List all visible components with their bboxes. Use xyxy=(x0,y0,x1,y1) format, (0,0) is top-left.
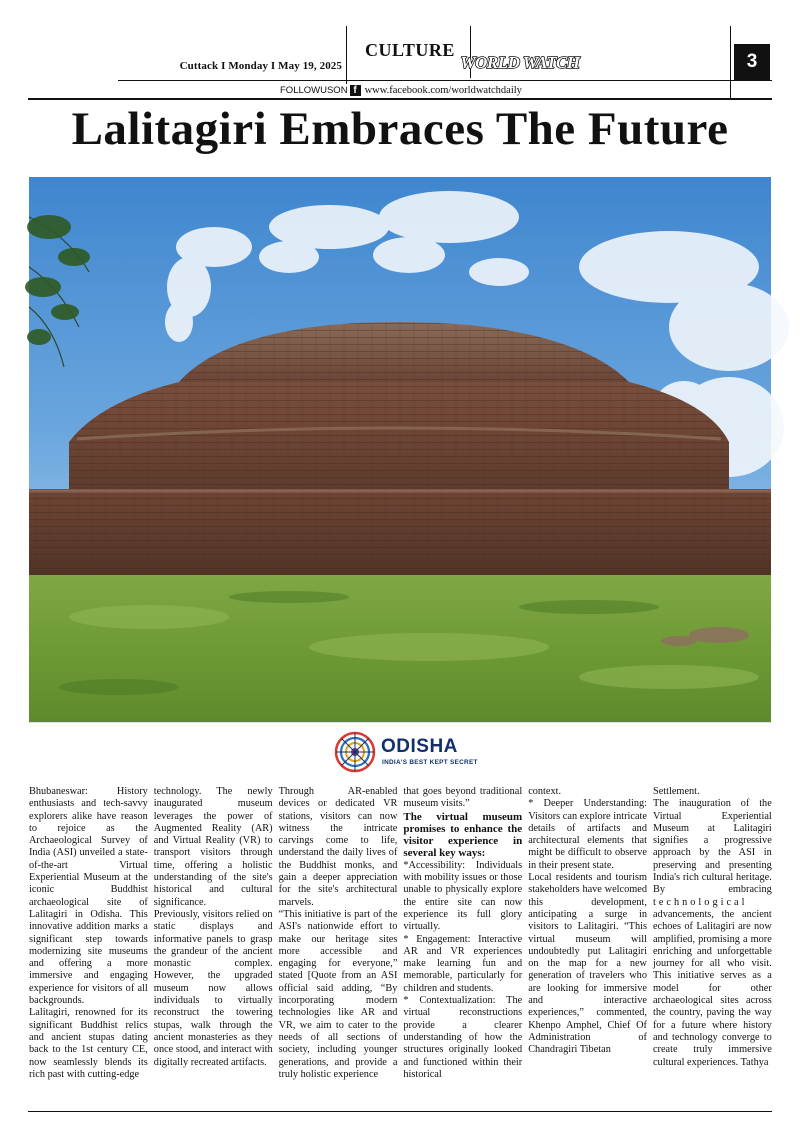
column-3 xyxy=(279,786,398,1108)
paragraph: Lalitagiri, renowned for its significant Buddhist relics and ancient stupas dating back to the 1st century CE, now seamlessly blends its rich past with cutting-edge xyxy=(29,1007,148,1080)
headline: Lalitagiri Embraces The Future xyxy=(71,103,729,155)
column-2 xyxy=(154,786,273,1108)
column-1 xyxy=(29,786,148,1108)
dateline-day: Monday xyxy=(228,60,269,72)
paragraph-text: advancements, the ancient echoes of Lalitagiri are now amplified, promising a more enriching and unforgettable journey for all who visit. This initiative serves as a model for other archaeological sites across the country, paving the way for a future where history and technology converge to create truly immersive cultural experiences. Tathya xyxy=(652,908,772,1068)
odisha-tagline: INDIA'S BEST KEPT SECRET xyxy=(382,759,478,766)
facebook-icon: f xyxy=(350,85,361,96)
stupa-photo xyxy=(29,177,771,722)
column-4 xyxy=(403,786,522,1108)
list-item: * Deeper Understanding: Visitors can explore intricate details of artifacts and architectural elements that might be difficult to observe in their present state. xyxy=(528,798,647,871)
paragraph: Local residents and tourism stakeholders have welcomed this development, anticipating a surge in visitors to Lalitagiri. “This virtual museum will undoubtedly put Lalitagiri on the map for a new generation of travelers who are looking for immersive and interactive experiences,” commented, Khenpo Amphel, Chief Of Administration of Chandragiri Tibetan xyxy=(528,872,647,1056)
dateline-date: May 19, 2025 xyxy=(278,60,342,72)
paragraph: Settlement. xyxy=(652,786,700,797)
odisha-tourism-logo xyxy=(29,722,771,786)
follow-label: FOLLOWUSON xyxy=(280,84,348,96)
paragraph: Previously, visitors relied on static displays and informative panels to grasp the grandeur of the ancient monastic complex. However, the upgraded museum now allows individuals to virtually reconstruct the towering stupas, walk through the ancient monasteries as they once stood, and interact with digitally recreated artifacts. xyxy=(153,908,273,1068)
paragraph: context. xyxy=(528,786,562,797)
logo-text: WORLD WATCH xyxy=(460,53,580,72)
spaced-word: technological xyxy=(652,896,748,908)
odisha-wheel-icon xyxy=(334,731,376,773)
list-item: * Engagement: Interactive AR and VR experiences make learning fun and memorable, particularly for children and students. xyxy=(403,933,523,994)
dateline-separator: I xyxy=(221,60,226,72)
section-label: CULTURE xyxy=(365,40,455,60)
dateline-city: Cuttack xyxy=(179,60,219,72)
masthead-rule xyxy=(118,80,772,81)
column-5 xyxy=(528,786,647,1108)
facebook-url[interactable]: www.facebook.com/worldwatchdaily xyxy=(364,84,522,96)
masthead-bottom-rule xyxy=(28,98,772,100)
dateline xyxy=(120,60,342,72)
list-item: * Contextualization: The virtual reconstructions provide a clearer understanding of how the structures originally looked and functioned within their historical xyxy=(403,995,523,1080)
list-item: *Accessibility: Individuals with mobility issues or those unable to physically explore the entire site can now experience its full glory virtually. xyxy=(403,859,523,933)
article-body xyxy=(29,786,772,1108)
paragraph: Bhubaneswar: History enthusiasts and tech-savvy explorers alike have reason to rejoice as the Archaeological Survey of India (ASI) unveiled a state-of-the-art Virtual Experiential Museum at the iconic Buddhist archaeological site of Lalitagiri in Odisha. This innovative addition marks a significant step towards modernizing site museums and offering a more immersive and engaging experience for visitors of all backgrounds. xyxy=(29,786,148,1007)
follow-us-line xyxy=(280,83,522,97)
odisha-name: ODISHA xyxy=(381,736,458,757)
paragraph: technology. The newly inaugurated museum leverages the power of Augmented Reality (AR) and Virtual Reality (VR) to transport visitors through time, offering a holistic understanding of the site's historical and cultural significance. xyxy=(153,786,273,908)
paragraph: Through AR-enabled devices or dedicated VR stations, visitors can now witness the intricate carvings come to life, understand the daily lives of the Buddhist monks, and gain a deeper appreciation for the site's architectural marvels. xyxy=(278,786,398,908)
masthead-divider xyxy=(346,26,347,84)
paragraph xyxy=(653,798,772,1069)
paragraph-text: The inauguration of the Virtual Experiential Museum at Lalitagiri signifies a progressive approach by the ASI in preserving and presenting India's rich cultural heritage. By embracing xyxy=(652,798,772,896)
masthead-divider xyxy=(730,26,731,100)
page-number: 3 xyxy=(734,44,770,80)
dateline-separator: I xyxy=(270,60,276,72)
world-watch-logo xyxy=(460,44,580,78)
footer-rule xyxy=(28,1111,772,1112)
paragraph: “This initiative is part of the ASI's nationwide effort to make our heritage sites more accessible and engaging for everyone,” stated [Quote from an ASI official said adding, “By incorporating modern technologies like AR and VR, we aim to cater to the needs of all sections of society, including younger generations, and provide a truly holistic experience xyxy=(278,908,398,1080)
subheading: The virtual museum promises to enhance the visitor experience in several key ways: xyxy=(403,810,523,860)
column-6 xyxy=(653,786,772,1108)
paragraph: that goes beyond traditional museum visits.” xyxy=(403,786,523,810)
